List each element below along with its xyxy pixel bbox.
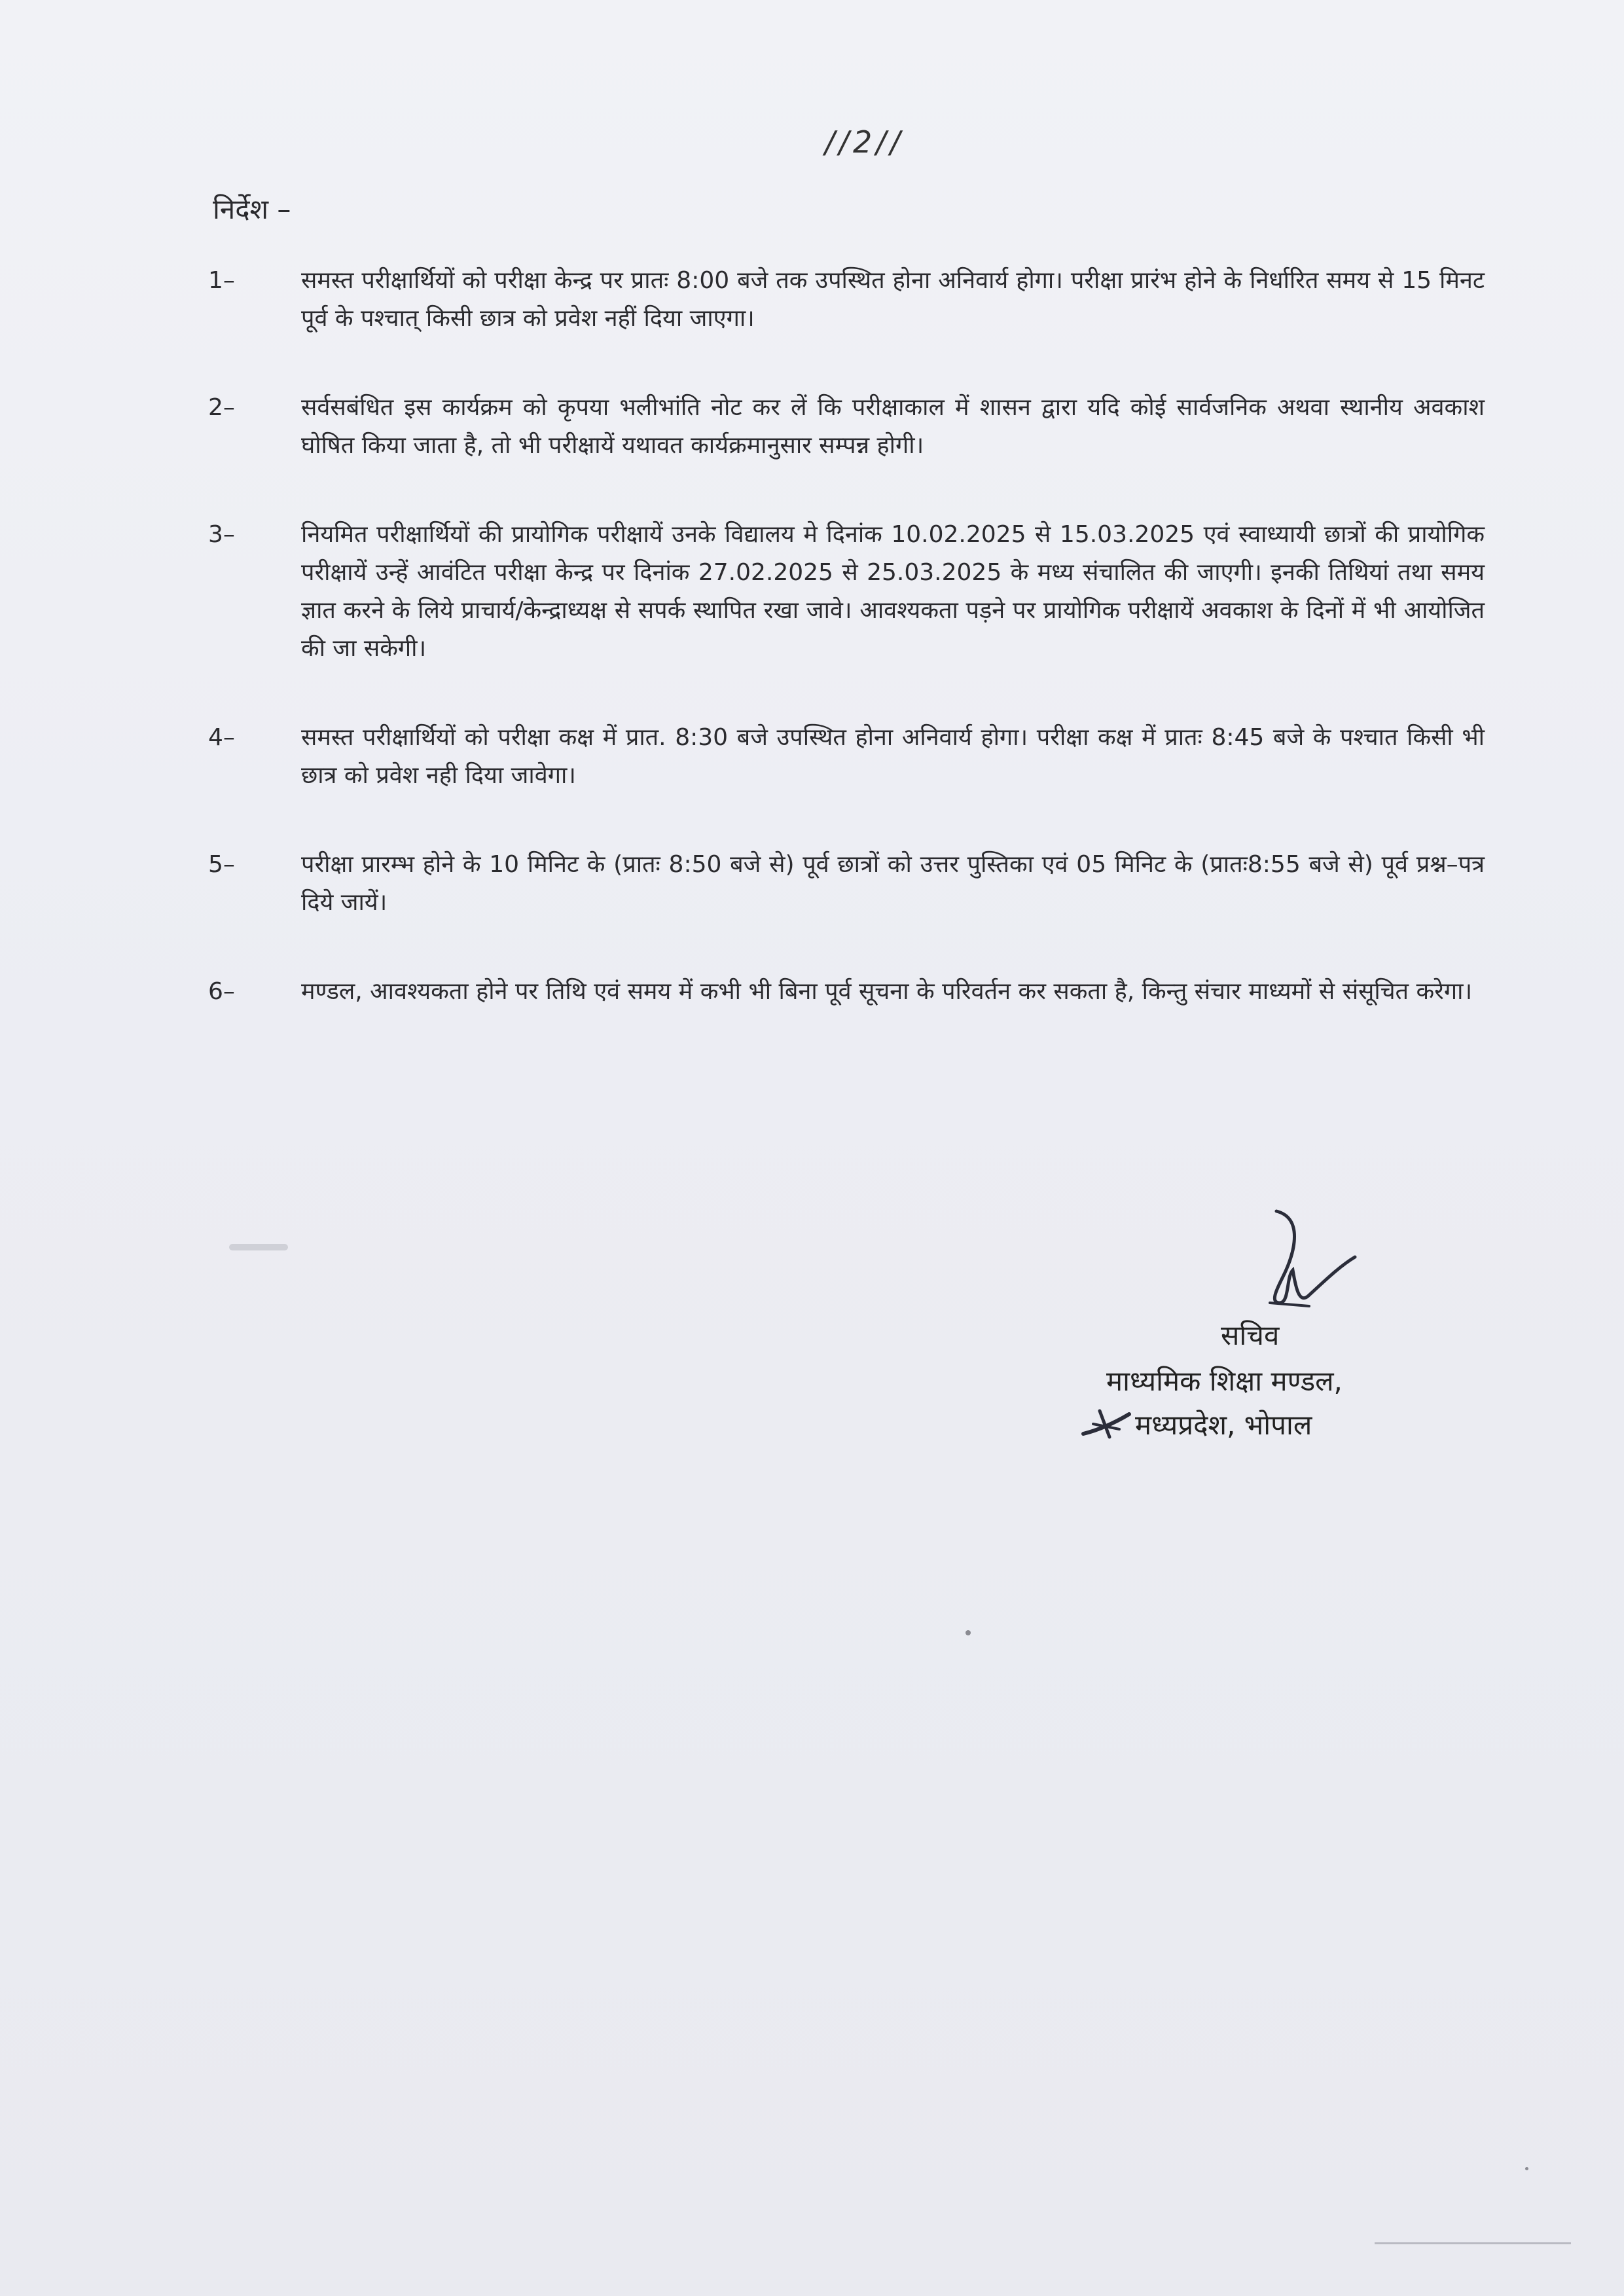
instruction-number: 5–: [208, 851, 235, 878]
instruction-item: [208, 516, 1485, 668]
instruction-text: समस्त परीक्षार्थियों को परीक्षा केन्द्र पर प्रातः 8:00 बजे तक उपस्थित होना अनिवार्य होगा। परीक्षा प्रारंभ होने के निर्धारित समय से 15 मिनट पूर्व के पश्चात् किसी छात्र को प्रवेश नहीं दिया जाएगा।: [301, 267, 1485, 332]
instruction-item: [208, 973, 1485, 1011]
instruction-item: [208, 846, 1485, 922]
instruction-number: 3–: [208, 521, 235, 548]
signatory-organization: माध्यमिक शिक्षा मण्डल,: [1106, 1365, 1343, 1397]
page-number: //2//: [825, 124, 905, 160]
scan-smudge: [229, 1244, 288, 1250]
instruction-item: [208, 389, 1485, 465]
scan-speck: [1525, 2167, 1528, 2170]
signatory-place: मध्यप्रदेश, भोपाल: [1135, 1408, 1312, 1441]
instructions-heading: निर्देश –: [213, 193, 291, 225]
signatory-place-row: [1080, 1404, 1312, 1444]
initial-mark-icon: [1080, 1404, 1132, 1444]
signatory-title: सचिव: [1221, 1319, 1280, 1351]
instruction-item: [208, 262, 1485, 338]
handwritten-signature: [1231, 1205, 1362, 1329]
instruction-number: 4–: [208, 724, 235, 751]
instructions-list: [208, 262, 1485, 1062]
instruction-number: 1–: [208, 267, 235, 294]
instruction-text: समस्त परीक्षार्थियों को परीक्षा कक्ष में प्रात. 8:30 बजे उपस्थित होना अनिवार्य होगा। परीक्षा कक्ष में प्रातः 8:45 बजे के पश्चात किसी भी छात्र को प्रवेश नही दिया जावेगा।: [301, 724, 1485, 789]
instruction-text: नियमित परीक्षार्थियों की प्रायोगिक परीक्षायें उनके विद्यालय मे दिनांक 10.02.2025 से 15.03.2025 एवं स्वाध्यायी छात्रों की प्रायोगिक परीक्षायें उन्हें आवंटित परीक्षा केन्द्र पर दिनांक 27.02.2025 से 25.03.2025 के मध्य संचालित की जाएगी। इनकी तिथियां तथा समय ज्ञात करने के लिये प्राचार्य/केन्द्राध्यक्ष से सपर्क स्थापित रखा जावे। आवश्यकता पड़ने पर प्रायोगिक परीक्षायें अवकाश के दिनों में भी आयोजित की जा सकेगी।: [301, 521, 1485, 662]
instruction-text: परीक्षा प्रारम्भ होने के 10 मिनिट के (प्रातः 8:50 बजे से) पूर्व छात्रों को उत्तर पुस्तिका एवं 05 मिनिट के (प्रातः8:55 बजे से) पूर्व प्रश्न–पत्र दिये जायें।: [301, 851, 1485, 916]
scan-speck: [965, 1630, 971, 1635]
signature-block: [1060, 1205, 1466, 1480]
instruction-item: [208, 719, 1485, 795]
scan-edge-line: [1375, 2242, 1571, 2244]
instruction-text: मण्डल, आवश्यकता होने पर तिथि एवं समय में कभी भी बिना पूर्व सूचना के परिवर्तन कर सकता है, किन्तु संचार माध्यमों से संसूचित करेगा।: [301, 978, 1473, 1005]
instruction-number: 2–: [208, 394, 235, 421]
instruction-text: सर्वसबंधित इस कार्यक्रम को कृपया भलीभांति नोट कर लें कि परीक्षाकाल में शासन द्वारा यदि कोई सार्वजनिक अथवा स्थानीय अवकाश घोषित किया जाता है, तो भी परीक्षायें यथावत कार्यक्रमानुसार सम्पन्न होगी।: [301, 394, 1485, 459]
instruction-number: 6–: [208, 978, 235, 1005]
